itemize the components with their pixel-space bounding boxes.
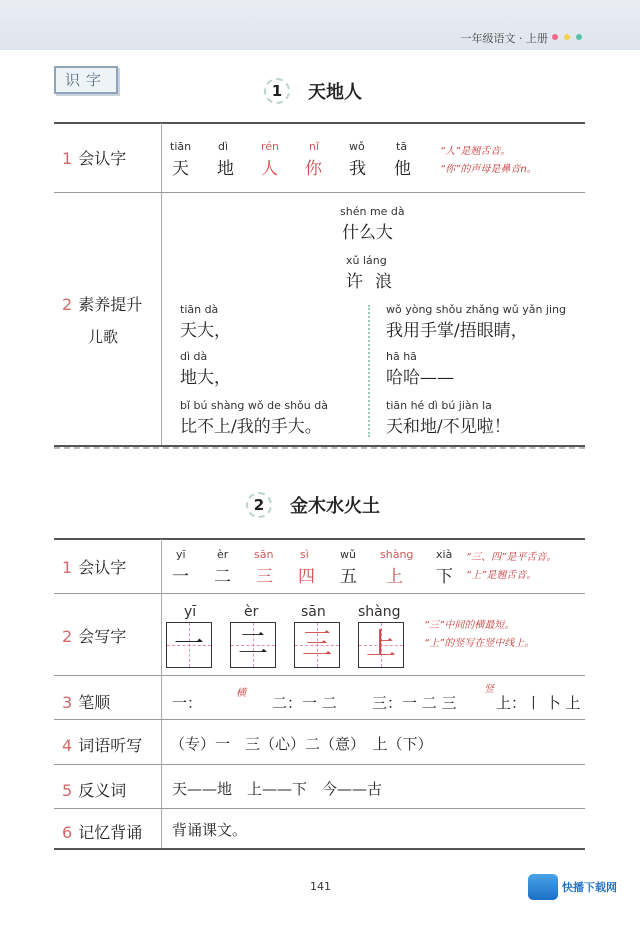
poem-line: 哈哈—— — [386, 368, 454, 388]
book-title: 一年级语文 · 上册 — [460, 32, 548, 45]
page-number: 141 — [310, 880, 331, 893]
stroke-order: 上：丨 卜 上 — [496, 694, 581, 712]
writing-grid — [358, 622, 404, 668]
watermark-text: 快播下载网 — [562, 881, 617, 894]
stroke-mark: 横 — [236, 688, 246, 699]
grid-char: 二 — [238, 627, 268, 662]
l2-row3-label — [62, 690, 110, 713]
hanzi: 天 — [172, 159, 189, 179]
pinyin: rén — [261, 140, 280, 153]
divider — [54, 764, 585, 765]
divider — [54, 593, 585, 594]
l2-row5-label — [62, 778, 126, 801]
row-number: 3 — [62, 693, 73, 712]
pinyin: shàng — [380, 548, 414, 561]
pinyin: dì — [218, 140, 229, 153]
l2-row1-label — [62, 555, 126, 578]
annotation: “人”是翘舌音。 — [440, 146, 511, 157]
hanzi: 三 — [256, 567, 273, 587]
writing-grid — [294, 622, 340, 668]
row-number: 5 — [62, 781, 73, 800]
hanzi: 地 — [217, 159, 234, 179]
annotation: “三、四”是平舌音。 — [466, 552, 557, 563]
pinyin: xià — [436, 548, 453, 561]
row-number: 1 — [62, 149, 73, 168]
poem-line: 比不上/我的手大。 — [180, 417, 322, 437]
row-label: 会写字 — [78, 627, 127, 646]
dictation-words: （专）一 三（心）二（意） 上（下） — [170, 735, 433, 753]
poem-pinyin: hā hā — [386, 350, 417, 363]
stroke-order: 三：一 二 三 — [372, 694, 457, 712]
stroke-order: 二：一 二 — [272, 694, 337, 712]
row-number: 2 — [62, 627, 73, 646]
poem-line: 地大， — [180, 368, 231, 388]
pinyin: sān — [254, 548, 274, 561]
annotation: “你”的声母是鼻音n。 — [440, 164, 537, 175]
annotation: “三”中间的横最短。 — [424, 620, 515, 631]
recite-text: 背诵课文。 — [172, 821, 248, 839]
lesson2-number: 2 — [246, 492, 272, 518]
pinyin: wǔ — [340, 548, 356, 561]
pinyin: yī — [184, 604, 197, 620]
poem-pinyin: bǐ bú shàng wǒ de shǒu dà — [180, 399, 328, 412]
row-number: 6 — [62, 823, 73, 842]
lesson2-title — [246, 492, 380, 518]
pinyin: shàng — [358, 604, 401, 620]
row-number: 2 — [62, 295, 73, 314]
divider — [54, 192, 585, 193]
hanzi: 上 — [386, 567, 403, 587]
pinyin: yī — [176, 548, 186, 561]
grid-char: 一 — [174, 627, 204, 662]
row-label: 素养提升 — [78, 295, 143, 314]
poem-author-pinyin: xǔ láng — [346, 254, 387, 267]
l2-row6-label — [62, 820, 142, 843]
stroke-order: 一： — [172, 694, 203, 712]
row-label: 会认字 — [78, 149, 127, 168]
hanzi: 他 — [394, 159, 411, 179]
hanzi: 人 — [261, 159, 278, 179]
dot-icon — [552, 34, 558, 40]
l1-row2-label — [62, 292, 142, 315]
poem-pinyin: dì dà — [180, 350, 208, 363]
lesson1-title — [264, 78, 362, 104]
pinyin: wǒ — [349, 140, 365, 153]
annotation: “上”的竖写在竖中线上。 — [424, 638, 535, 649]
hanzi: 你 — [305, 159, 322, 179]
pinyin: èr — [244, 604, 259, 620]
row-label: 记忆背诵 — [78, 823, 143, 842]
grid-char: 三 — [302, 627, 332, 662]
poem-pinyin: tiān hé dì bú jiàn la — [386, 399, 492, 412]
header-dots — [552, 34, 582, 40]
l2-row2-label — [62, 624, 126, 647]
l1-row1-label — [62, 146, 126, 169]
pinyin: tā — [396, 140, 408, 153]
writing-grid — [230, 622, 276, 668]
section-badge: 识字 — [54, 66, 118, 94]
row-number: 4 — [62, 736, 73, 755]
divider — [54, 675, 585, 676]
poem-pinyin: tiān dà — [180, 303, 219, 316]
poem-line: 我用手掌/捂眼睛， — [386, 321, 528, 341]
row-sublabel: 儿歌 — [88, 328, 119, 346]
l2-row4-label — [62, 733, 142, 756]
annotation: “上”是翘舌音。 — [466, 570, 537, 581]
stroke-mark: 竖 — [484, 684, 494, 695]
dot-icon — [564, 34, 570, 40]
pinyin: sān — [301, 604, 326, 620]
hanzi: 五 — [340, 567, 357, 587]
divider — [54, 122, 585, 124]
hanzi: 二 — [214, 567, 231, 587]
hanzi: 一 — [172, 567, 189, 587]
poem-pinyin: wǒ yòng shǒu zhǎng wǔ yǎn jing — [386, 303, 567, 316]
hanzi: 下 — [436, 567, 453, 587]
pinyin: sì — [300, 548, 309, 561]
poem-author: 许浪 — [346, 272, 404, 292]
antonyms: 天——地 上——下 今——古 — [172, 780, 383, 798]
column-divider — [161, 123, 162, 445]
column-divider — [161, 539, 162, 848]
dot-icon — [576, 34, 582, 40]
hanzi: 四 — [298, 567, 315, 587]
row-label: 词语听写 — [78, 736, 143, 755]
pinyin: tiān — [170, 140, 192, 153]
grid-char: 上 — [366, 627, 396, 662]
lesson2-name: 金木水火土 — [290, 496, 380, 517]
poem-title-pinyin: shén me dà — [340, 205, 405, 218]
lesson1-name: 天地人 — [308, 82, 362, 103]
pinyin: èr — [217, 548, 229, 561]
divider — [54, 808, 585, 809]
writing-grid — [166, 622, 212, 668]
divider — [54, 538, 585, 540]
row-label: 反义词 — [78, 781, 127, 800]
pinyin: nǐ — [309, 140, 320, 153]
logo-icon — [528, 874, 558, 900]
lesson1-number: 1 — [264, 78, 290, 104]
row-label: 会认字 — [78, 558, 127, 577]
poem-line: 天和地/不见啦！ — [386, 417, 511, 437]
row-number: 1 — [62, 558, 73, 577]
row-label: 笔顺 — [78, 693, 111, 712]
poem-title: 什么大 — [342, 223, 393, 243]
wavy-divider — [368, 305, 376, 437]
hanzi: 我 — [349, 159, 366, 179]
section-separator — [54, 447, 585, 449]
poem-line: 天大， — [180, 321, 231, 341]
divider — [54, 719, 585, 720]
divider — [54, 848, 585, 850]
watermark-logo — [528, 874, 617, 900]
